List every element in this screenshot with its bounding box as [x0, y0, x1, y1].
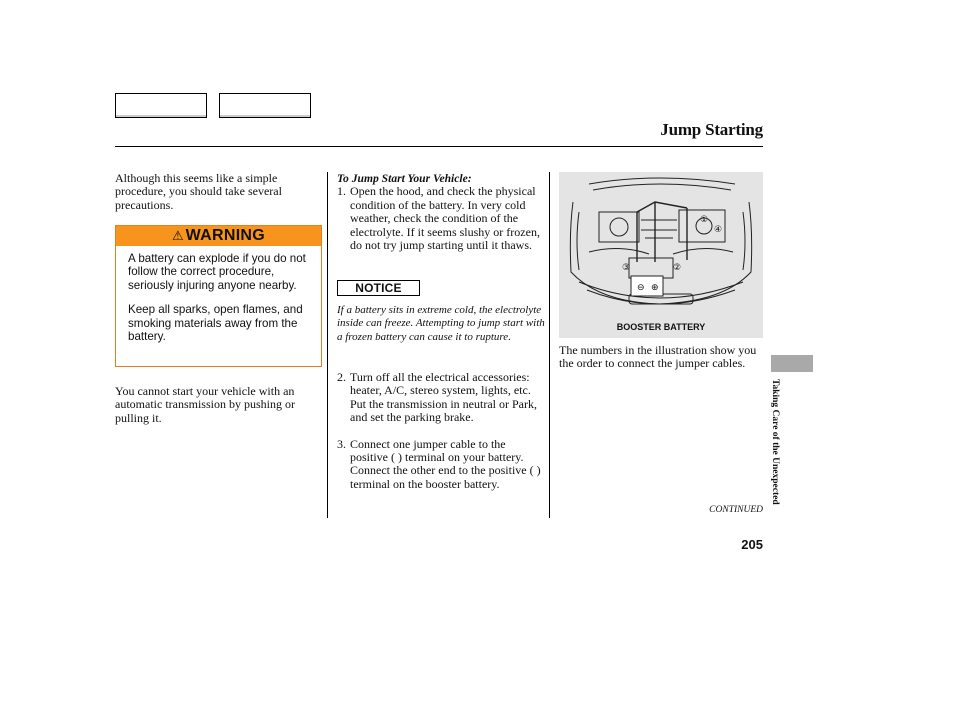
- step-text: Open the hood, and check the physical condition of the battery. In very cold weather, check the condition of the electrolyte. If it seems slushy or frozen, do not try jump starting until it thaws.: [350, 184, 540, 253]
- callout-3: ③: [622, 263, 631, 273]
- callout-1: ①: [700, 215, 709, 225]
- step-number: 2.: [337, 370, 346, 384]
- callout-2: ②: [673, 263, 682, 273]
- step-number: 3.: [337, 436, 346, 451]
- callout-4: ④: [714, 225, 723, 235]
- notice-label-box: [337, 280, 420, 296]
- page-title: Jump Starting: [660, 120, 763, 139]
- column-divider-1: [327, 172, 328, 518]
- step-1: [337, 185, 543, 252]
- nav-box-right[interactable]: [219, 93, 311, 118]
- column-divider-2: [549, 172, 550, 518]
- steps-heading: To Jump Start Your Vehicle:: [337, 172, 472, 185]
- step-text: Turn off all the electrical accessories: heater, A/C, stereo system, lights, etc. Put the transmission in neutral or Park, and set the parking brake.: [350, 370, 537, 425]
- notice-label: NOTICE: [355, 281, 402, 295]
- section-tab-label: Taking Care of the Unexpected: [770, 379, 780, 505]
- warning-paragraph-1: A battery can explode if you do not follow the correct procedure, seriously injuring anyone nearby.: [128, 252, 306, 292]
- svg-text:⊖: ⊖: [637, 283, 645, 293]
- step-text: Connect one jumper cable to the positive ( ) terminal on your battery. Connect the other end to the positive ( ) terminal on the booster battery.: [350, 436, 541, 491]
- warning-header: [116, 226, 321, 246]
- step-number: 1.: [337, 184, 346, 199]
- section-tab[interactable]: [771, 355, 813, 372]
- figure-caption: BOOSTER BATTERY: [616, 322, 706, 332]
- jump-start-steps: [337, 172, 543, 252]
- title-rule: [115, 146, 763, 147]
- nav-box-left[interactable]: [115, 93, 207, 118]
- warning-box: [115, 225, 322, 367]
- page-number: 205: [741, 537, 763, 552]
- svg-text:⊕: ⊕: [651, 283, 659, 293]
- warning-label: WARNING: [185, 227, 266, 244]
- illustration-note: The numbers in the illustration show you the order to connect the jumper cables.: [559, 343, 757, 371]
- engine-bay-drawing: [559, 172, 763, 322]
- intro-text: Although this seems like a simple procedure, you should take several precautions.: [115, 171, 282, 212]
- warning-paragraph-2: Keep all sparks, open flames, and smoking materials away from the battery.: [128, 303, 303, 344]
- steps-2-3: [337, 371, 545, 491]
- step-2: [337, 371, 545, 425]
- step-3: [337, 438, 545, 492]
- warning-triangle-icon: ⚠: [171, 228, 184, 244]
- automatic-transmission-text: You cannot start your vehicle with an automatic transmission by pushing or pulling it.: [115, 384, 295, 425]
- engine-bay-illustration: [559, 172, 763, 338]
- continued-label: CONTINUED: [709, 505, 763, 515]
- notice-text: If a battery sits in extreme cold, the electrolyte inside can freeze. Attempting to jump start with a frozen battery can cause it to rupture.: [337, 304, 545, 343]
